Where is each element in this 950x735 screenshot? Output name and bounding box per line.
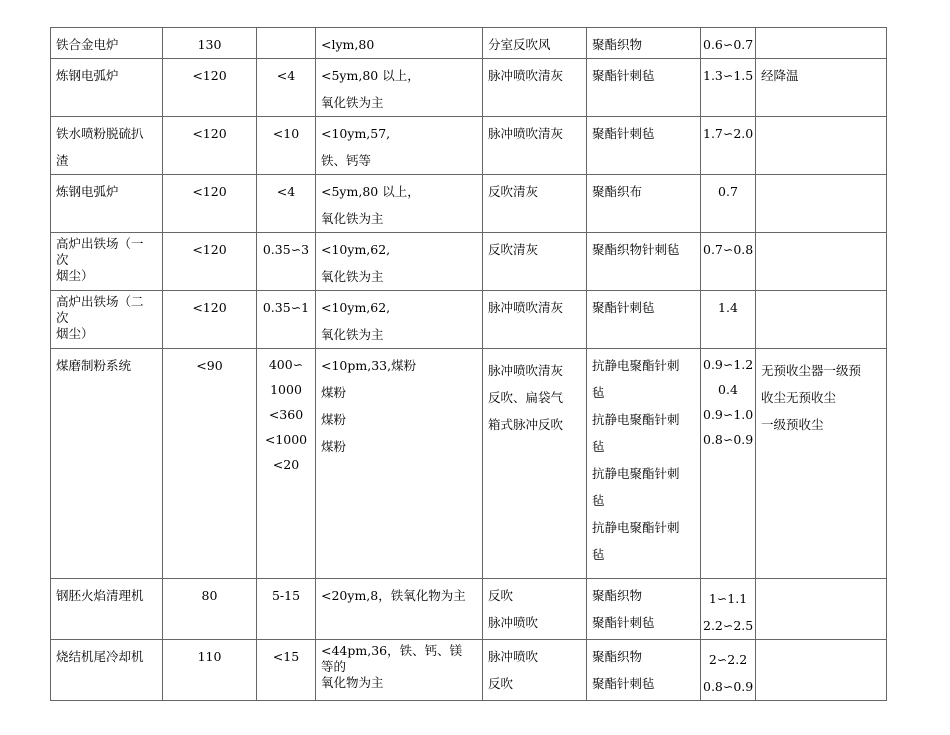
- cell-note: [756, 640, 887, 701]
- cell-clean: [483, 28, 587, 59]
- cell-temp: [163, 579, 257, 640]
- cell-line: 次: [56, 252, 69, 267]
- cell-line: 聚酯织物: [592, 649, 643, 664]
- cell-line: 反吹清灰: [488, 184, 539, 199]
- cell-line: 毡: [592, 385, 605, 400]
- cell-dust: [316, 117, 483, 175]
- cell-line: 0.7: [718, 184, 738, 199]
- cell-line: 氧化铁为主: [321, 95, 384, 110]
- cell-conc: [257, 291, 316, 349]
- cell-line: 110: [197, 649, 222, 664]
- cell-temp: [163, 175, 257, 233]
- cell-dust: [316, 640, 483, 701]
- cell-dust: [316, 349, 483, 579]
- cell-line: 聚酯针刺毡: [592, 676, 655, 691]
- cell-line: 聚酯织布: [592, 184, 643, 199]
- cell-line: 脉冲喷吹: [488, 615, 539, 630]
- cell-filter: [587, 291, 701, 349]
- cell-temp: [163, 233, 257, 291]
- cell-line: 聚酯针刺毡: [592, 68, 655, 83]
- cell-line: 0.35∽1: [262, 300, 310, 315]
- cell-line: 0.8∽0.9: [703, 679, 754, 694]
- cell-line: 0.9∽1.0: [703, 407, 754, 422]
- cell-dust: [316, 233, 483, 291]
- cell-line: 氧化铁为主: [321, 211, 384, 226]
- cell-line: <120: [192, 300, 227, 315]
- cell-line: 聚酯织物针刺毡: [592, 242, 680, 257]
- cell-line: 高炉出铁场（二: [56, 294, 144, 309]
- cell-conc: [257, 640, 316, 701]
- cell-ratio: [701, 579, 756, 640]
- cell-conc: [257, 175, 316, 233]
- cell-line: 铁水喷粉脱硫扒: [56, 126, 144, 141]
- cell-line: 收尘无预收尘: [761, 390, 837, 405]
- cell-line: 0.6∽0.7: [703, 37, 754, 52]
- cell-filter: [587, 640, 701, 701]
- cell-ratio: [701, 28, 756, 59]
- cell-line: 2∽2.2: [708, 652, 748, 667]
- cell-conc: [257, 28, 316, 59]
- cell-line: 80: [201, 588, 218, 603]
- cell-line: <lym,80: [321, 37, 375, 52]
- cell-line: 煤粉: [321, 412, 347, 427]
- cell-line: 氧化物为主: [321, 675, 384, 690]
- cell-ratio: [701, 175, 756, 233]
- cell-line: 0.4: [718, 382, 738, 397]
- cell-line: 聚酯织物: [592, 37, 643, 52]
- table-row: [51, 28, 887, 59]
- cell-line: 反吹清灰: [488, 242, 539, 257]
- cell-note: [756, 233, 887, 291]
- cell-line: 反吹: [488, 676, 514, 691]
- cell-line: 氧化铁为主: [321, 327, 384, 342]
- cell-line: 煤粉: [321, 439, 347, 454]
- cell-note: [756, 349, 887, 579]
- cell-line: 脉冲喷吹清灰: [488, 363, 564, 378]
- cell-line: 经降温: [761, 68, 799, 83]
- cell-temp: [163, 28, 257, 59]
- cell-line: 1.3∽1.5: [703, 68, 754, 83]
- cell-line: <5ym,80 以上，: [321, 68, 420, 83]
- cell-ratio: [701, 640, 756, 701]
- cell-line: 1.7∽2.0: [703, 126, 754, 141]
- cell-line: 箱式脉冲反吹: [488, 417, 564, 432]
- cell-clean: [483, 117, 587, 175]
- cell-line: <120: [192, 126, 227, 141]
- cell-line: 400∽: [268, 357, 304, 372]
- cell-line: 脉冲喷吹清灰: [488, 300, 564, 315]
- cell-line: 0.35∽3: [262, 242, 310, 257]
- cell-line: <5ym,80 以上，: [321, 184, 420, 199]
- cell-line: 0.7∽0.8: [703, 242, 754, 257]
- table-row: [51, 117, 887, 175]
- cell-line: 钢胚火焰清理机: [56, 588, 144, 603]
- cell-note: [756, 175, 887, 233]
- cell-dust: [316, 28, 483, 59]
- cell-name: [51, 579, 163, 640]
- table-row: [51, 349, 887, 579]
- cell-temp: [163, 640, 257, 701]
- cell-line: 煤粉: [321, 385, 347, 400]
- cell-line: 烟尘）: [56, 268, 94, 283]
- cell-clean: [483, 640, 587, 701]
- cell-clean: [483, 233, 587, 291]
- cell-ratio: [701, 291, 756, 349]
- cell-clean: [483, 175, 587, 233]
- table-row: [51, 233, 887, 291]
- cell-line: 炼钢电弧炉: [56, 184, 119, 199]
- cell-line: 次: [56, 310, 69, 325]
- cell-temp: [163, 59, 257, 117]
- cell-conc: [257, 233, 316, 291]
- cell-line: <20: [272, 457, 300, 472]
- cell-conc: [257, 579, 316, 640]
- cell-line: 5-15: [271, 588, 301, 603]
- cell-line: <120: [192, 68, 227, 83]
- cell-filter: [587, 117, 701, 175]
- table-row: [51, 640, 887, 701]
- table-row: [51, 291, 887, 349]
- cell-line: 0.8∽0.9: [703, 432, 754, 447]
- cell-filter: [587, 59, 701, 117]
- cell-line: 高炉出铁场（一: [56, 236, 144, 251]
- cell-filter: [587, 175, 701, 233]
- cell-clean: [483, 59, 587, 117]
- cell-line: 渣: [56, 153, 69, 168]
- cell-line: <10: [272, 126, 300, 141]
- cell-name: [51, 28, 163, 59]
- cell-line: <120: [192, 184, 227, 199]
- cell-conc: [257, 59, 316, 117]
- cell-line: <15: [272, 649, 300, 664]
- cell-line: 1000: [270, 382, 302, 397]
- table-row: [51, 175, 887, 233]
- cell-line: 抗静电聚酯针刺: [592, 520, 680, 535]
- cell-note: [756, 117, 887, 175]
- cell-line: 130: [197, 37, 222, 52]
- cell-name: [51, 117, 163, 175]
- cell-name: [51, 233, 163, 291]
- cell-dust: [316, 175, 483, 233]
- cell-line: 煤磨制粉系统: [56, 358, 132, 373]
- cell-line: <44pm,36，铁、钙、镁: [321, 643, 463, 658]
- cell-filter: [587, 349, 701, 579]
- cell-line: 氧化铁为主: [321, 269, 384, 284]
- table-row: [51, 59, 887, 117]
- cell-line: 铁合金电炉: [56, 37, 119, 52]
- cell-temp: [163, 291, 257, 349]
- cell-line: <10ym,62,: [321, 300, 391, 315]
- cell-name: [51, 59, 163, 117]
- cell-line: 0.9∽1.2: [703, 357, 754, 372]
- cell-line: 无预收尘器一级预: [761, 363, 862, 378]
- cell-line: 聚酯针刺毡: [592, 126, 655, 141]
- cell-temp: [163, 349, 257, 579]
- cell-line: <90: [196, 358, 223, 373]
- cell-clean: [483, 579, 587, 640]
- cell-line: 炼钢电弧炉: [56, 68, 119, 83]
- cell-line: 毡: [592, 547, 605, 562]
- cell-line: 2.2∽2.5: [703, 618, 754, 633]
- cell-ratio: [701, 59, 756, 117]
- cell-line: <360: [268, 407, 304, 422]
- cell-name: [51, 349, 163, 579]
- cell-name: [51, 640, 163, 701]
- cell-line: <10ym,62,: [321, 242, 391, 257]
- cell-line: 毡: [592, 493, 605, 508]
- cell-note: [756, 59, 887, 117]
- cell-line: <10ym,57,: [321, 126, 391, 141]
- cell-ratio: [701, 117, 756, 175]
- cell-line: 铁、钙等: [321, 153, 372, 168]
- cell-line: 脉冲喷吹清灰: [488, 68, 564, 83]
- cell-dust: [316, 579, 483, 640]
- cell-dust: [316, 59, 483, 117]
- cell-line: 等的: [321, 659, 347, 674]
- cell-conc: [257, 349, 316, 579]
- cell-line: <20ym,8，铁氧化物为主: [321, 588, 466, 603]
- cell-line: 分室反吹风: [488, 37, 551, 52]
- cell-line: 反吹、扁袋气: [488, 390, 564, 405]
- cell-ratio: [701, 233, 756, 291]
- cell-line: 脉冲喷吹清灰: [488, 126, 564, 141]
- cell-line: 抗静电聚酯针刺: [592, 466, 680, 481]
- cell-note: [756, 28, 887, 59]
- cell-clean: [483, 291, 587, 349]
- cell-line: 聚酯织物: [592, 588, 643, 603]
- cell-line: 抗静电聚酯针刺: [592, 358, 680, 373]
- cell-line: <4: [276, 68, 296, 83]
- cell-line: 聚酯针刺毡: [592, 300, 655, 315]
- dust-collector-table: [50, 27, 887, 701]
- table-row: [51, 579, 887, 640]
- cell-conc: [257, 117, 316, 175]
- cell-line: 毡: [592, 439, 605, 454]
- cell-line: <120: [192, 242, 227, 257]
- cell-line: 1∽1.1: [708, 591, 748, 606]
- cell-line: 一级预收尘: [761, 417, 824, 432]
- cell-line: 聚酯针刺毡: [592, 615, 655, 630]
- cell-line: 烧结机尾冷却机: [56, 649, 144, 664]
- cell-line: 脉冲喷吹: [488, 649, 539, 664]
- cell-line: 1.4: [718, 300, 738, 315]
- cell-name: [51, 291, 163, 349]
- cell-filter: [587, 579, 701, 640]
- table-body: [51, 28, 887, 701]
- cell-line: 反吹: [488, 588, 514, 603]
- cell-line: <1000: [264, 432, 308, 447]
- cell-line: <10pm,33,煤粉: [321, 358, 417, 373]
- cell-ratio: [701, 349, 756, 579]
- cell-note: [756, 579, 887, 640]
- cell-line: <4: [276, 184, 296, 199]
- cell-line: 烟尘）: [56, 326, 94, 341]
- cell-filter: [587, 28, 701, 59]
- cell-filter: [587, 233, 701, 291]
- cell-clean: [483, 349, 587, 579]
- cell-note: [756, 291, 887, 349]
- cell-temp: [163, 117, 257, 175]
- cell-dust: [316, 291, 483, 349]
- cell-line: 抗静电聚酯针刺: [592, 412, 680, 427]
- cell-name: [51, 175, 163, 233]
